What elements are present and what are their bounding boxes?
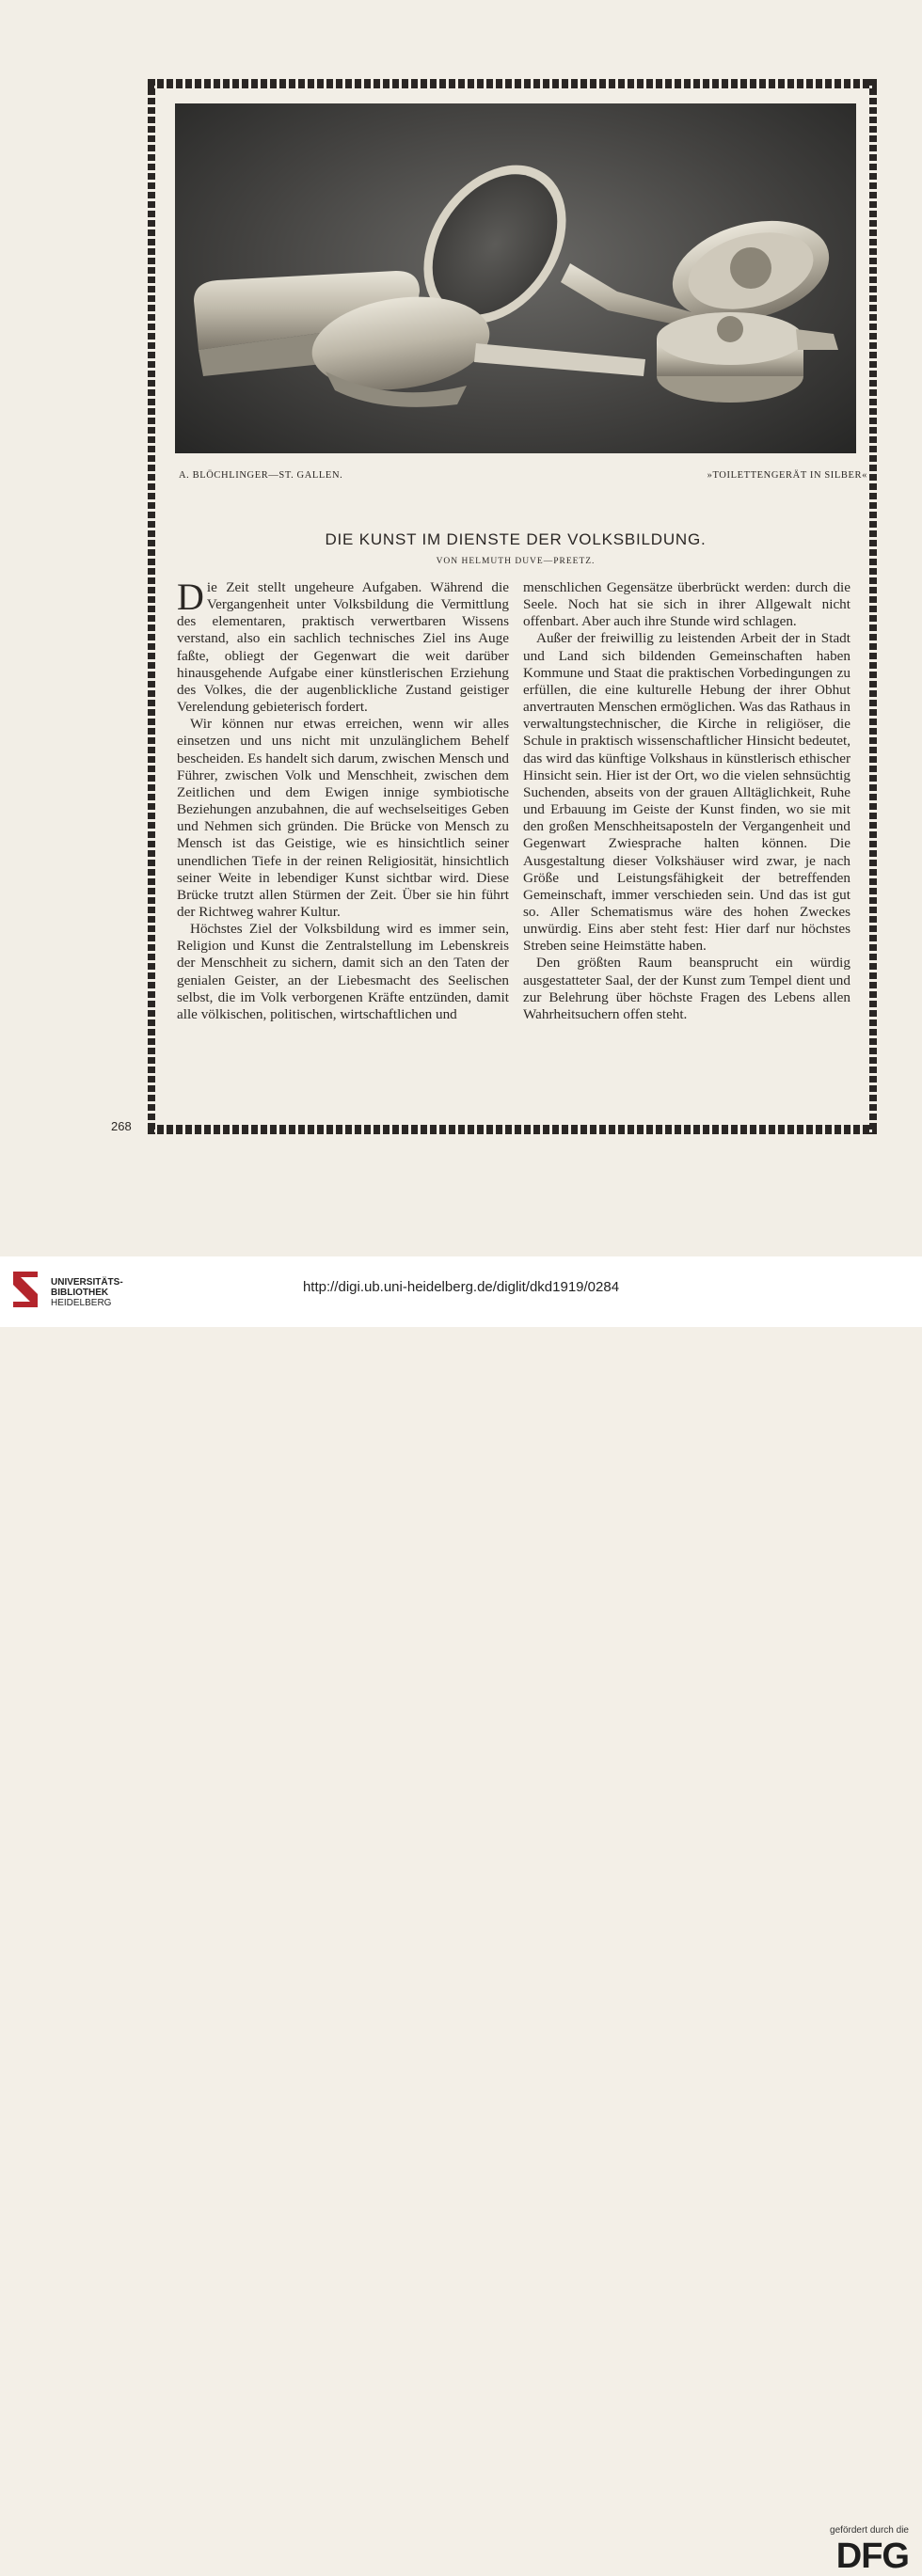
paragraph: Wir können nur etwas erreichen, wenn wir alles einsetzen und uns nicht mit unzulänglichem Behelf bescheiden. Es handelt sich darum, zwischen Mensch und Führer, zwischen Volk und Menschheit, zwischen dem Zeitlichen und dem Ewigen innige symbiotische Beziehungen anzubahnen, die auf wechselseitiges Geben und Nehmen sich gründen. Die Brücke von Mensch zu Mensch ist das Geistige, wie es hinsichtlich seiner unendlichen Tiefe in der reinen Religiosität, hinsichtlich seiner Weite in lebendiger Kunst sichtbar wird. Diese Brücke trutzt allen Stürmen der Zeit. Über sie hin führt der Richtweg wahrer Kultur. [177,716,509,920]
permalink-url[interactable]: http://digi.ub.uni-heidelberg.de/diglit/dkd1919/0284 [302,1279,620,1295]
silver-toilet-set-photo [175,103,856,453]
paragraph: menschlichen Gegensätze überbrückt werden: durch die Seele. Noch hat sie sich in ihrer Allgewalt nicht offenbart. Aber auch ihre Stunde wird schlagen. [523,579,850,630]
photo-credit: A. BLÖCHLINGER—ST. GALLEN. [179,470,343,481]
article-title: DIE KUNST IM DIENSTE DER VOLKSBILDUNG. [325,530,707,548]
paragraph: Höchstes Ziel der Volksbildung wird es immer sein, Religion und Kunst die Zentralstellung im Lebenskreis der Menschheit zu sichern, damit sich an den Taten der genialen Geister, an der Liebesmacht des Seelischen selbst, die im Volk verborgenen Kräfte entzünden, damit alle völkischen, politischen, wirtschaftlichen und [177,921,509,1022]
text-column-right [523,579,850,1023]
dfg-logo[interactable]: DFG [835,2536,909,2576]
library-name[interactable]: UNIVERSITÄTS- BIBLIOTHEK HEIDELBERG [51,1277,123,1308]
article-byline: VON HELMUTH DUVE—PREETZ. [436,557,596,566]
decorative-border-top [148,79,877,88]
photo-caption: »TOILETTENGERÄT IN SILBER« [707,470,867,481]
decorative-border-right [869,79,877,1134]
paragraph: Die Zeit stellt ungeheure Aufgaben. Während die Vergangenheit unter Volksbildung die Vermittlung des elementaren, praktisch verwertbaren Wissens verstand, also ein sachlich technisches Ziel ins Auge faßte, obliegt der Gegenwart die weit darüber hinausgehende Aufgabe einer künstlerischen Erziehung des Volkes, die der augenblickliche Zustand geistiger Verelendung gebieterisch fordert. [177,576,509,716]
scanned-page [0,0,922,1256]
decorative-border-left [148,79,155,1134]
paragraph: Außer der freiwillig zu leistenden Arbeit der in Stadt und Land sich bildenden Gemeinschaften haben Kommune und Staat die praktischen Vorbedingungen zu erfüllen, die eine kulturelle Hebung der ihrer Obhut anvertrauten Menschen ermöglichen. Was das Rathaus in verwaltungstechnischer, die Kirche in religiöser, die Schule in praktisch wissenschaftlicher Hinsicht bedeutet, das wird das künftige Volkshaus in künstlerisch ethischer Hinsicht sein. Hier ist der Ort, wo die vielen sehnsüchtig Suchenden, abseits von der grauen Alltäglichkeit, Ruhe und Erbauung im Geiste der Kunst finden, wo sie mit den großen Menschheitsaposteln der Vergangenheit und Gegenwart Zwiesprache halten können. Die Ausgestaltung dieser Volkshäuser wird zwar, je nach Größe und Leistungsfähigkeit der betreffenden Gemeinschaft, immer verschieden sein. Und das ist gut so. Aller Schematismus wäre des hohen Zweckes unwürdig. Eins aber steht fest: Hier darf nur höchstes Streben seine Heimstätte haben. [523,630,850,955]
funding-label: gefördert durch die [830,2525,909,2536]
decorative-border-bottom [148,1125,877,1134]
text-column-left [177,576,509,1023]
page-number: 268 [111,1119,132,1133]
paragraph: Den größten Raum beansprucht ein würdig ausgestatteter Saal, der der Kunst zum Tempel dient und zur Belehrung über höchste Fragen des Lebens allen Wahrheitsuchern offen steht. [523,955,850,1022]
drop-cap: D [177,576,204,618]
